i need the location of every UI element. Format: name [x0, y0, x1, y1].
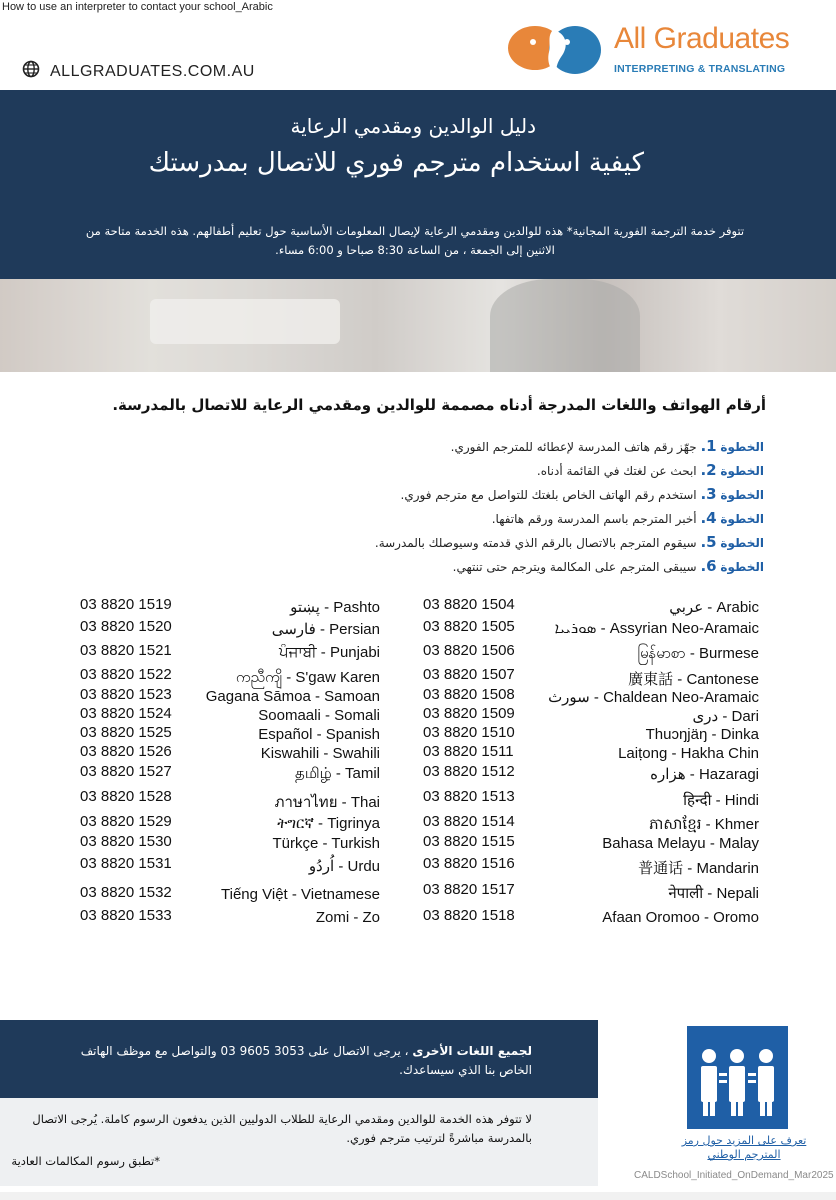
language-name: ܣܘܪܝܝܐ - Assyrian Neo-Aramaic: [554, 620, 759, 637]
website-link[interactable]: [22, 60, 255, 83]
language-phone[interactable]: 03 8820 1514: [423, 813, 515, 830]
language-name: Español - Spanish: [258, 726, 380, 743]
language-name: Kiswahili - Swahili: [260, 745, 380, 762]
step-item: [64, 437, 764, 461]
banner-subtitle: دليل الوالدين ومقدمي الرعاية: [290, 114, 536, 138]
language-phone[interactable]: 03 8820 1532: [80, 884, 172, 901]
step-number: 6.: [700, 557, 717, 575]
steps-list: [64, 437, 764, 581]
language-name: ትግርኛ - Tigrinya: [277, 815, 380, 832]
website-url: ALLGRADUATES.COM.AU: [50, 62, 255, 80]
language-phone[interactable]: 03 8820 1515: [423, 833, 515, 850]
document-title: How to use an interpreter to contact your school_Arabic: [2, 1, 273, 13]
language-phone[interactable]: 03 8820 1526: [80, 743, 172, 760]
globe-icon: [22, 60, 40, 83]
language-phone[interactable]: 03 8820 1513: [423, 788, 515, 805]
language-name: தமிழ் - Tamil: [295, 765, 380, 782]
banner-title: كيفية استخدام مترجم فوري للاتصال بمدرستك: [148, 148, 644, 178]
call-fee-note: *تطبق رسوم المكالمات العادية: [11, 1154, 160, 1168]
step-number: 4.: [700, 509, 717, 527]
step-number: 3.: [700, 485, 717, 503]
step-item: [64, 485, 764, 509]
note-box: [0, 1098, 598, 1186]
language-phone[interactable]: 03 8820 1522: [80, 666, 172, 683]
language-phone[interactable]: 03 8820 1511: [423, 743, 514, 760]
step-label: الخطوة: [720, 512, 764, 526]
language-name: فارسی - Persian: [271, 621, 380, 638]
language-name: Tiếng Việt - Vietnamese: [221, 886, 380, 903]
section-heading: أرقام الهواتف واللغات المدرجة أدناه مصممة للوالدين ومقدمي الرعاية للاتصال بالمدرسة.: [112, 396, 766, 414]
brand-tagline: INTERPRETING & TRANSLATING: [614, 63, 786, 75]
step-item: [64, 533, 764, 557]
language-name: سورث - Chaldean Neo-Aramaic: [548, 689, 759, 706]
language-phone[interactable]: 03 8820 1531: [80, 855, 172, 872]
language-phone[interactable]: 03 8820 1505: [423, 618, 515, 635]
language-phone[interactable]: 03 8820 1519: [80, 596, 172, 613]
language-phone[interactable]: 03 8820 1504: [423, 596, 515, 613]
language-phone[interactable]: 03 8820 1523: [80, 686, 172, 703]
language-phone[interactable]: 03 8820 1527: [80, 763, 172, 780]
step-label: الخطوة: [720, 464, 764, 478]
step-text: ابحث عن لغتك في القائمة أدناه.: [536, 464, 697, 478]
language-name: پښتو - Pashto: [290, 599, 380, 616]
language-phone[interactable]: 03 8820 1533: [80, 907, 172, 924]
classroom-photo: [0, 279, 836, 372]
language-phone[interactable]: 03 8820 1520: [80, 618, 172, 635]
language-phone[interactable]: 03 8820 1506: [423, 642, 515, 659]
language-phone[interactable]: 03 8820 1524: [80, 705, 172, 722]
language-name: عربي - Arabic: [669, 599, 759, 616]
language-name: Laiṭong - Hakha Chin: [618, 745, 759, 762]
step-label: الخطوة: [720, 440, 764, 454]
language-phone[interactable]: 03 8820 1512: [423, 763, 515, 780]
language-name: Gagana Sāmoa - Samoan: [205, 688, 380, 705]
language-name: မြန်မာစာ - Burmese: [637, 645, 759, 662]
step-item: [64, 509, 764, 533]
language-name: دری - Dari: [692, 708, 759, 725]
nif-learn-more-link[interactable]: تعرف على المزيد حول رمز المترجم الوطني: [681, 1134, 807, 1161]
title-banner: [0, 90, 836, 279]
language-phone[interactable]: 03 8820 1518: [423, 907, 515, 924]
language-phone[interactable]: 03 8820 1529: [80, 813, 172, 830]
language-name: Soomaali - Somali: [258, 707, 380, 724]
language-phone[interactable]: 03 8820 1510: [423, 724, 515, 741]
language-name: Zomi - Zo: [315, 909, 380, 926]
language-phone[interactable]: 03 8820 1509: [423, 705, 515, 722]
language-phone[interactable]: 03 8820 1516: [423, 855, 515, 872]
language-name: ကညီကျိ - S'gaw Karen: [235, 669, 380, 686]
step-number: 2.: [700, 461, 717, 479]
language-name: هزاره - Hazaragi: [650, 766, 759, 783]
other-languages-box: [0, 1020, 598, 1098]
document-code: CALDSchool_Initiated_OnDemand_Mar2025: [634, 1170, 834, 1181]
step-text: سيقوم المترجم بالاتصال بالرقم الذي قدمته وسيوصلك بالمدرسة.: [374, 536, 697, 550]
step-label: الخطوة: [720, 488, 764, 502]
step-item: [64, 461, 764, 485]
language-phone[interactable]: 03 8820 1525: [80, 724, 172, 741]
language-phone[interactable]: 03 8820 1517: [423, 881, 515, 898]
brand-name: All Graduates: [614, 22, 790, 55]
step-text: أخبر المترجم باسم المدرسة ورقم هاتفها.: [491, 512, 697, 526]
international-note: لا تتوفر هذه الخدمة للوالدين ومقدمي الرعاية للطلاب الدوليين الذين يدفعون الرسوم كاملة. يُرجى الاتصال بالمدرسة مباشرةً لترتيب مترجم فوري.: [32, 1112, 532, 1145]
language-name: Thuɔŋjäŋ - Dinka: [645, 726, 759, 743]
language-name: ភាសាខ្មែរ - Khmer: [649, 816, 759, 833]
language-name: 廣東話 - Cantonese: [628, 671, 759, 688]
language-name: नेपाली - Nepali: [668, 885, 759, 902]
step-label: الخطوة: [720, 560, 764, 574]
language-name: Türkçe - Turkish: [272, 835, 380, 852]
banner-paragraph: تتوفر خدمة الترجمة الفورية المجانية* هذه للوالدين ومقدمي الرعاية لإيصال المعلومات الأساسية حول تعليم أطفالهم. هذه الخدمة متاحة من الاثنين إلى الجمعة ، من الساعة 8:30 صباحا و 6:00 مساء.: [85, 224, 745, 257]
language-name: اُردُو - Urdu: [308, 858, 380, 875]
language-phone[interactable]: 03 8820 1508: [423, 686, 515, 703]
step-number: 1.: [700, 437, 717, 455]
step-number: 5.: [700, 533, 717, 551]
language-name: ਪੰਜਾਬੀ - Punjabi: [278, 644, 380, 661]
page-bottom-edge: [0, 1192, 836, 1200]
step-label: الخطوة: [720, 536, 764, 550]
language-name: ภาษาไทย - Thai: [274, 794, 380, 811]
language-name: हिन्दी - Hindi: [683, 792, 759, 809]
step-item: [64, 557, 764, 581]
language-name: Bahasa Melayu - Malay: [602, 835, 759, 852]
other-languages-text: ، يرجى الاتصال على 3053 9605 03 والتواصل مع موظف الهاتف الخاص بنا الذي سيساعدك.: [80, 1044, 532, 1077]
step-text: استخدم رقم الهاتف الخاص بلغتك للتواصل مع مترجم فوري.: [400, 488, 697, 502]
national-interpreter-symbol-icon: [687, 1026, 788, 1129]
other-languages-bold: لجميع اللغات الأخرى: [412, 1044, 532, 1058]
step-text: جهّز رقم هاتف المدرسة لإعطائه للمترجم الفوري.: [450, 440, 697, 454]
language-phone[interactable]: 03 8820 1521: [80, 642, 172, 659]
language-phone[interactable]: 03 8820 1507: [423, 666, 515, 683]
language-name: 普通话 - Mandarin: [638, 860, 759, 877]
language-phone[interactable]: 03 8820 1530: [80, 833, 172, 850]
step-text: سيبقى المترجم على المكالمة ويترجم حتى تنتهي.: [452, 560, 697, 574]
language-phone[interactable]: 03 8820 1528: [80, 788, 172, 805]
language-name: Afaan Oromoo - Oromo: [602, 909, 759, 926]
